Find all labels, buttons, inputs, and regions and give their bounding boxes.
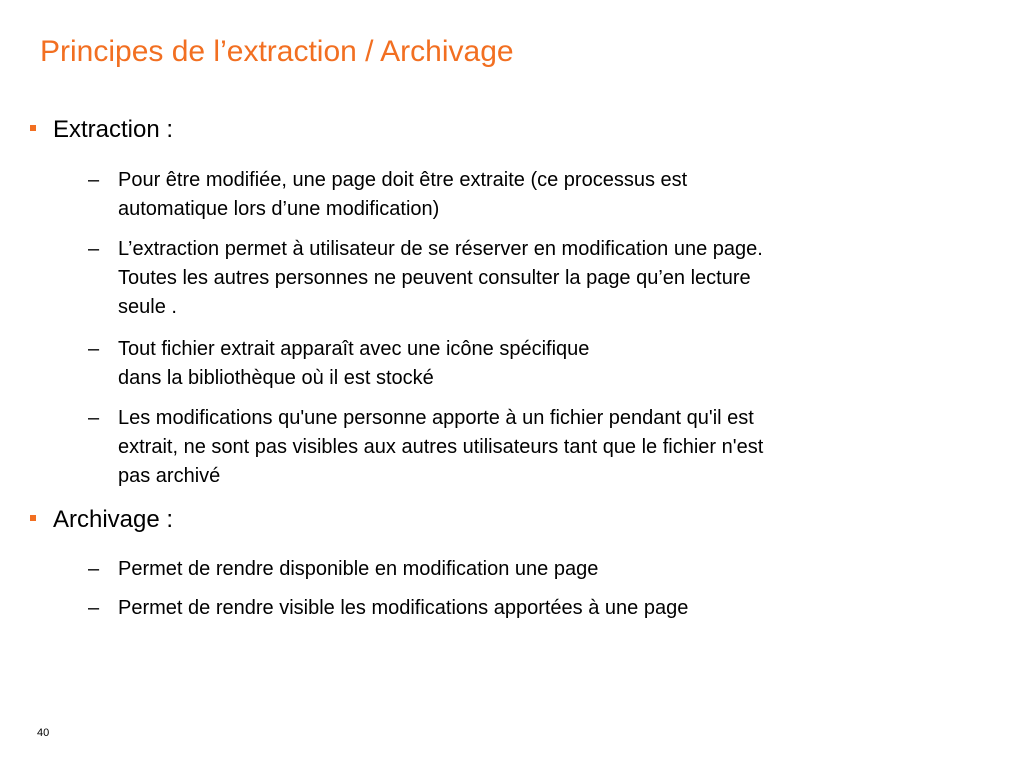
text-line: Permet de rendre disponible en modification une page (118, 558, 599, 580)
list-item (88, 555, 988, 584)
dash-bullet: – (88, 338, 100, 360)
square-bullet-icon (30, 515, 36, 521)
slide-title: Principes de l’extraction / Archivage (40, 35, 514, 68)
text-line: automatique lors d’une modification) (118, 198, 440, 220)
section-archivage-heading (30, 505, 173, 535)
text-line: seule . (118, 296, 177, 318)
list-item (88, 335, 988, 393)
text-line: Tout fichier extrait apparaît avec une icône spécifique (118, 338, 590, 360)
text-line: Permet de rendre visible les modifications apportées à une page (118, 597, 689, 619)
text-line: Pour être modifiée, une page doit être extraite (ce processus est (118, 169, 688, 191)
section-archivage (30, 505, 173, 535)
section-extraction (30, 115, 173, 145)
list-item (88, 404, 988, 491)
square-bullet-icon (30, 125, 36, 131)
dash-bullet: – (88, 169, 100, 191)
list-item (88, 594, 988, 623)
list-item (88, 166, 988, 224)
list-item-text (118, 166, 988, 224)
section-label: Extraction : (53, 116, 174, 143)
list-item-text (118, 335, 988, 393)
text-line: dans la bibliothèque où il est stocké (118, 367, 434, 389)
section-label: Archivage : (53, 506, 174, 533)
text-line: Toutes les autres personnes ne peuvent consulter la page qu’en lecture (118, 267, 751, 289)
text-line: extrait, ne sont pas visibles aux autres utilisateurs tant que le fichier n'est (118, 436, 764, 458)
list-item-text (118, 235, 988, 322)
text-line: L’extraction permet à utilisateur de se réserver en modification une page. (118, 238, 763, 260)
section-extraction-heading (30, 115, 173, 145)
dash-bullet: – (88, 407, 100, 429)
page-number: 40 (37, 727, 50, 739)
dash-bullet: – (88, 597, 100, 619)
text-line: pas archivé (118, 465, 221, 487)
list-item (88, 235, 988, 322)
dash-bullet: – (88, 238, 100, 260)
list-item-text (118, 555, 988, 584)
dash-bullet: – (88, 558, 100, 580)
list-item-text (118, 404, 988, 491)
text-line: Les modifications qu'une personne apporte à un fichier pendant qu'il est (118, 407, 754, 429)
list-item-text (118, 594, 988, 623)
